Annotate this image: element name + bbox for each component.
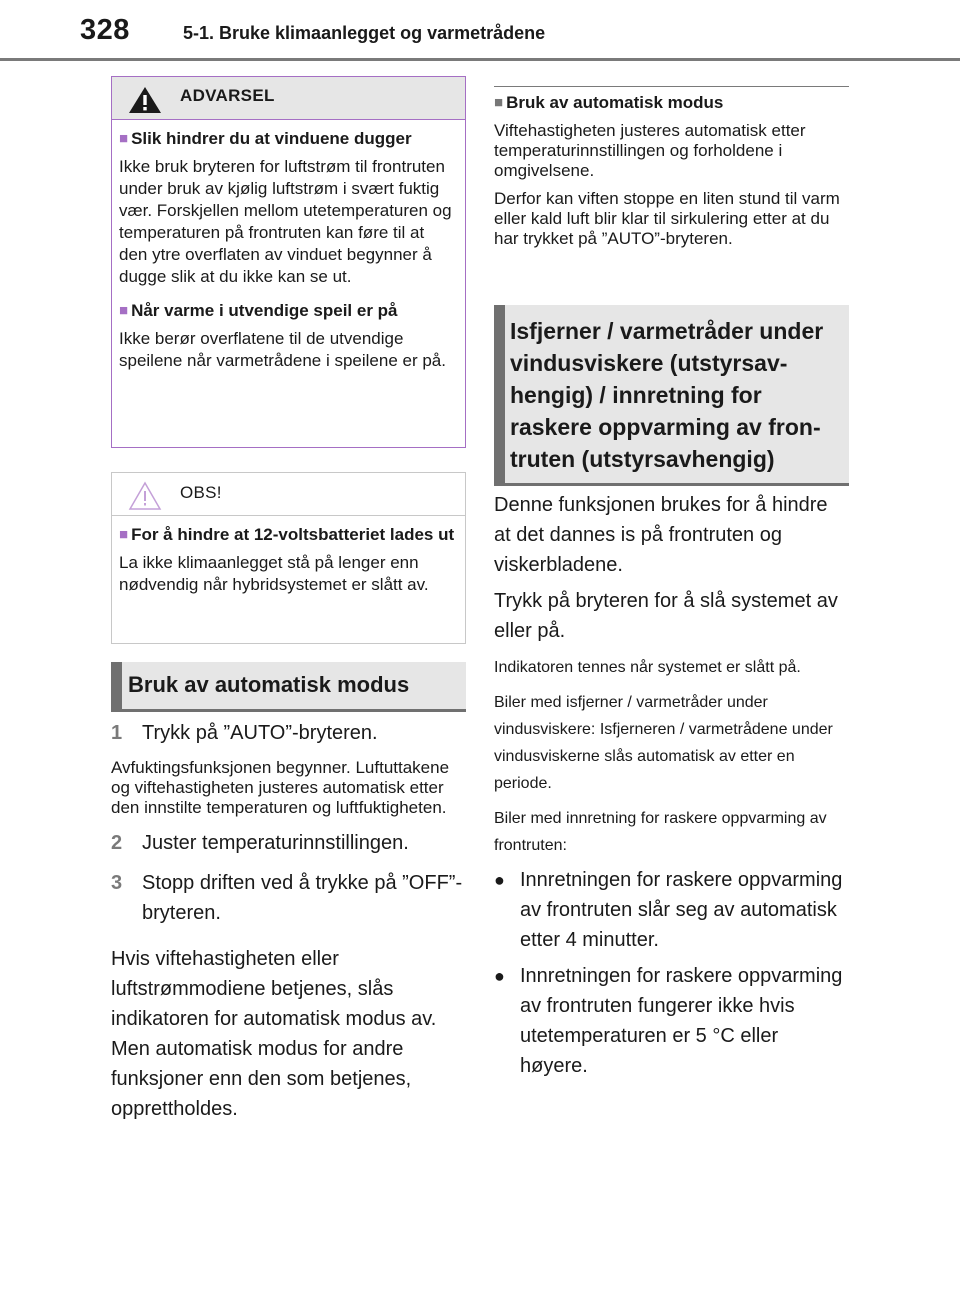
warning-header [112, 77, 465, 120]
auto-info-heading: ■ Bruk av automatisk modus [494, 93, 724, 112]
deicer-note: Indikatoren tennes når systemet er slått på. [494, 659, 801, 676]
auto-info-text: Viftehastigheten justeres automatisk etter temperaturinnstillingen og forholdene i omgivelsene. [494, 121, 806, 180]
auto-section-title: Bruk av automatisk modus [128, 672, 410, 697]
step-1: 1 Trykk på ”AUTO”-bryteren. [111, 722, 378, 744]
notice-header [112, 473, 465, 516]
auto-section-title-band [111, 662, 466, 712]
list-item: ● Innretningen for raskere oppvarming av frontruten slår seg av automatisk etter 4 minutter. [494, 865, 849, 955]
warning-item-text: Ikke berør overflatene til de utvendige speilene når varmetrådene i speilene er på. [119, 329, 446, 370]
deicer-text: Trykk på bryteren for å slå systemet av eller på. [494, 590, 838, 642]
warning-box [111, 76, 466, 448]
bullet-icon: ● [494, 870, 505, 890]
deicer-body [494, 490, 849, 1081]
step-2: 2 Juster temperaturinnstillingen. [111, 832, 409, 854]
page-header [0, 0, 960, 62]
step-1-note: Avfuktingsfunksjonen begynner. Luftuttakene og viftehastigheten justeres automatisk etter den innstilte temperaturen og luftfuktigheten. [111, 758, 450, 817]
notice-text: La ikke klimaanlegget stå på lenger enn nødvendig når hybridsystemet er slått av. [119, 553, 429, 594]
page-number: 328 [80, 14, 130, 46]
square-bullet-icon: ■ [119, 302, 129, 319]
deicer-note: Biler med isfjerner / varmetråder under vindusviskere: Isfjerneren / varmetrådene under vindusviskerne slås automatisk av etter en periode. [494, 694, 833, 792]
deicer-title-band [494, 305, 849, 486]
deicer-title: Isfjerner / varmetråder under vindusviskere (utstyrsavhengig) / innretning for raskere oppvarming av frontruten (utstyrsavhengig) [510, 318, 824, 472]
auto-info [494, 92, 849, 249]
warning-item-text: Ikke bruk bryteren for luftstrøm til frontruten under bruk av kjølig luftstrøm i svært fuktig vær. Forskjellen mellom utetemperaturen og temperaturen på frontruten kan føre til at den ytre overflaten av vinduet begynner å dugge slik at du ikke kan se ut. [119, 157, 452, 286]
auto-section-body [111, 718, 466, 1124]
notice-heading: ■ For å hindre at 12-voltsbatteriet lades ut [119, 525, 455, 544]
caution-icon [128, 481, 162, 516]
list-item: ● Innretningen for raskere oppvarming av frontruten fungerer ikke hvis utetemperaturen er 5 °C eller høyere. [494, 961, 849, 1081]
deicer-text: Denne funksjonen brukes for å hindre at det dannes is på frontruten og viskerbladene. [494, 494, 828, 576]
notice-label: OBS! [180, 483, 222, 502]
warning-item-heading: ■ Når varme i utvendige speil er på [119, 301, 398, 320]
square-bullet-icon: ■ [119, 130, 129, 147]
step-3: 3 Stopp driften ved å trykke på ”OFF”-bryteren. [111, 872, 463, 924]
warning-label: ADVARSEL [180, 86, 275, 105]
deicer-note: Biler med innretning for raskere oppvarming av frontruten: [494, 810, 827, 854]
auto-closing-text: Hvis viftehastigheten eller luftstrømmodiene betjenes, slås indikatoren for automatisk modus av. Men automatisk modus for andre funksjoner enn den som betjenes, opprettholdes. [111, 948, 437, 1120]
notice-box [111, 472, 466, 644]
section-title: 5-1. Bruke klimaanlegget og varmetrådene [183, 23, 546, 43]
square-bullet-icon: ■ [119, 526, 129, 543]
auto-info-text: Derfor kan viften stoppe en liten stund til varm eller kald luft blir klar til sirkulering etter at du har trykket på ”AUTO”-bryteren. [494, 189, 840, 248]
warning-icon [128, 86, 162, 119]
square-bullet-icon: ■ [494, 94, 504, 111]
header-divider [0, 58, 960, 61]
bullet-icon: ● [494, 966, 505, 986]
warning-item-heading: ■ Slik hindrer du at vinduene dugger [119, 129, 412, 148]
column-divider [494, 86, 849, 87]
